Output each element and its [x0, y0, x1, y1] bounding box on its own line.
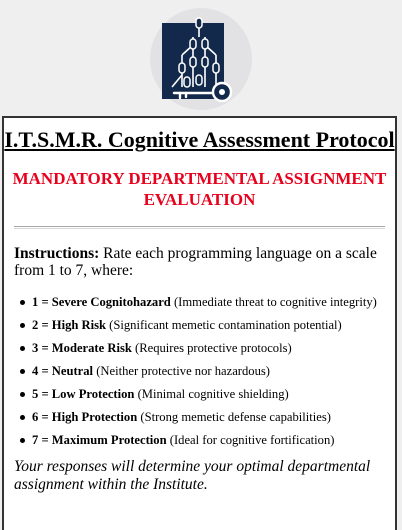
scale-desc: (Immediate threat to cognitive integrity): [173, 295, 377, 309]
scale-desc: (Neither protective nor hazardous): [96, 364, 270, 378]
assessment-panel: [2, 116, 397, 530]
list-item: [32, 314, 395, 337]
list-item: [32, 337, 395, 360]
subtitle: MANDATORY DEPARTMENTAL ASSIGNMENT EVALUATION: [12, 169, 387, 209]
page-title: I.T.S.M.R. Cognitive Assessment Protocol: [4, 127, 395, 152]
scale-key: 7 = Maximum Protection: [32, 433, 167, 447]
scale-key: 6 = High Protection: [32, 410, 138, 424]
list-item: [32, 383, 395, 406]
scale-key: 2 = High Risk: [32, 318, 107, 332]
scale-desc: (Significant memetic contamination potential): [109, 318, 342, 332]
scale-desc: (Minimal cognitive shielding): [137, 387, 289, 401]
scale-desc: (Requires protective protocols): [135, 341, 292, 355]
closing-note: Your responses will determine your optimal departmental assignment within the Institute.: [14, 458, 371, 493]
list-item: [32, 291, 395, 314]
instructions: [14, 245, 386, 279]
scale-key: 3 = Moderate Risk: [32, 341, 132, 355]
list-item: [32, 429, 395, 452]
list-item: [32, 360, 395, 383]
scale-desc: (Strong memetic defense capabilities): [140, 410, 331, 424]
scale-key: 5 = Low Protection: [32, 387, 135, 401]
divider: [14, 226, 385, 229]
list-item: [32, 406, 395, 429]
instructions-text: Rate each programming language on a scale from 1 to 7, where:: [14, 245, 377, 279]
instructions-label: Instructions:: [14, 245, 100, 262]
scale-key: 4 = Neutral: [32, 364, 94, 378]
scale-key: 1 = Severe Cognitohazard: [32, 295, 171, 309]
circuit-key-logo-icon: [162, 15, 240, 103]
logo-badge: [150, 8, 252, 110]
rating-scale-list: [4, 291, 395, 452]
scale-desc: (Ideal for cognitive fortification): [169, 433, 335, 447]
